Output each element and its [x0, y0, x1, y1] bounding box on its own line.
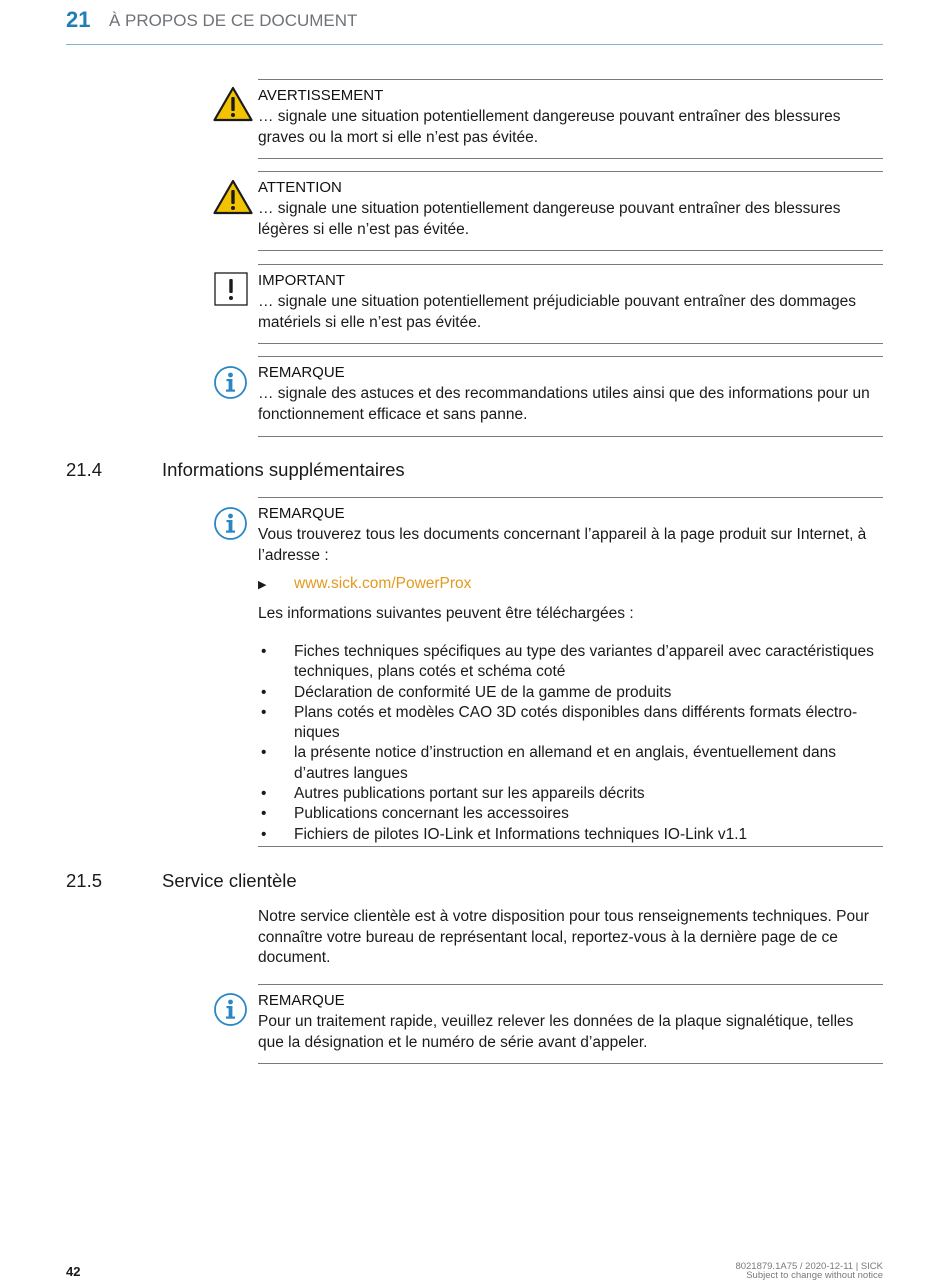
- notice-text: … signale des astuces et des recommandations utiles ainsi que des informations pour un fonctionnement efficace et sans panne.: [258, 385, 870, 423]
- notice-text: … signale une situation potentiellement préjudiciable pouvant entraîner des dommages matériels si elle n’est pas évitée.: [258, 293, 856, 331]
- list-item: • Plans cotés et modèles CAO 3D cotés disponibles dans différents formats électroniques: [258, 703, 883, 744]
- notice-service: [258, 984, 883, 1064]
- info-circle-icon: [213, 506, 248, 541]
- notice-intro: Vous trouverez tous les documents concernant l’appareil à la page produit sur Internet, à l’adresse :: [258, 526, 867, 564]
- notice-additional-info: [258, 497, 883, 847]
- list-item: • Déclaration de conformité UE de la gamme de produits: [258, 683, 883, 703]
- notice-important: [258, 264, 883, 344]
- notice-title: REMARQUE: [258, 992, 345, 1009]
- notice-title: ATTENTION: [258, 179, 342, 196]
- service-text: Notre service clientèle est à votre disposition pour tous renseignements techniques. Pour connaître votre bureau de représentant local, reportez-vous à la dernière page de ce document.: [258, 908, 869, 966]
- footer-doc-info: [735, 1262, 883, 1280]
- section-number: 21.5: [66, 870, 103, 891]
- downloads-intro: Les informations suivantes peuvent être téléchargées :: [258, 605, 634, 622]
- notice-title: IMPORTANT: [258, 272, 345, 289]
- doc-reference: 8021879.1A75 / 2020-12-11 | SICK: [735, 1261, 883, 1272]
- notice-warning: [258, 79, 883, 159]
- list-item: • la présente notice d’instruction en allemand et en anglais, éventuellement dans d’autres langues: [258, 743, 883, 784]
- exclamation-box-icon: [214, 272, 248, 306]
- notice-caution: [258, 171, 883, 251]
- notice-text: Pour un traitement rapide, veuillez relever les données de la plaque signalétique, telles que la désignation et le numéro de série avant d’appeler.: [258, 1013, 854, 1051]
- notice-text: … signale une situation potentiellement dangereuse pouvant entraîner des blessures légères si elle n’est pas évitée.: [258, 200, 841, 238]
- list-item: • Fichiers de pilotes IO-Link et Informations techniques IO-Link v1.1: [258, 825, 883, 845]
- warning-triangle-icon: [213, 179, 253, 215]
- list-item: • Autres publications portant sur les appareils décrits: [258, 784, 883, 804]
- chapter-number: 21: [66, 7, 91, 32]
- list-item: • Fiches techniques spécifiques au type des variantes d’appareil avec caractéristiques techniques, plans cotés et schéma coté: [258, 642, 883, 683]
- list-item: • Publications concernant les accessoires: [258, 804, 883, 824]
- notice-note: [258, 356, 883, 437]
- page-header: [66, 6, 883, 45]
- page-number: 42: [66, 1264, 81, 1279]
- downloads-list: [258, 642, 883, 845]
- info-circle-icon: [213, 365, 248, 400]
- product-link[interactable]: www.sick.com/PowerProx: [294, 575, 472, 592]
- notice-title: AVERTISSEMENT: [258, 87, 384, 104]
- chapter-title: À PROPOS DE CE DOCUMENT: [109, 11, 358, 30]
- section-title: Service clientèle: [162, 870, 297, 891]
- info-circle-icon: [213, 992, 248, 1027]
- section-number: 21.4: [66, 459, 103, 480]
- arrow-right-icon: ▶: [258, 579, 267, 591]
- disclaimer: Subject to change without notice: [746, 1270, 883, 1281]
- notice-title: REMARQUE: [258, 364, 345, 381]
- notice-title: REMARQUE: [258, 505, 345, 522]
- warning-triangle-icon: [213, 86, 253, 122]
- section-title: Informations supplémentaires: [162, 459, 405, 480]
- notice-text: … signale une situation potentiellement dangereuse pouvant entraîner des blessures graves ou la mort si elle n’est pas évitée.: [258, 108, 841, 146]
